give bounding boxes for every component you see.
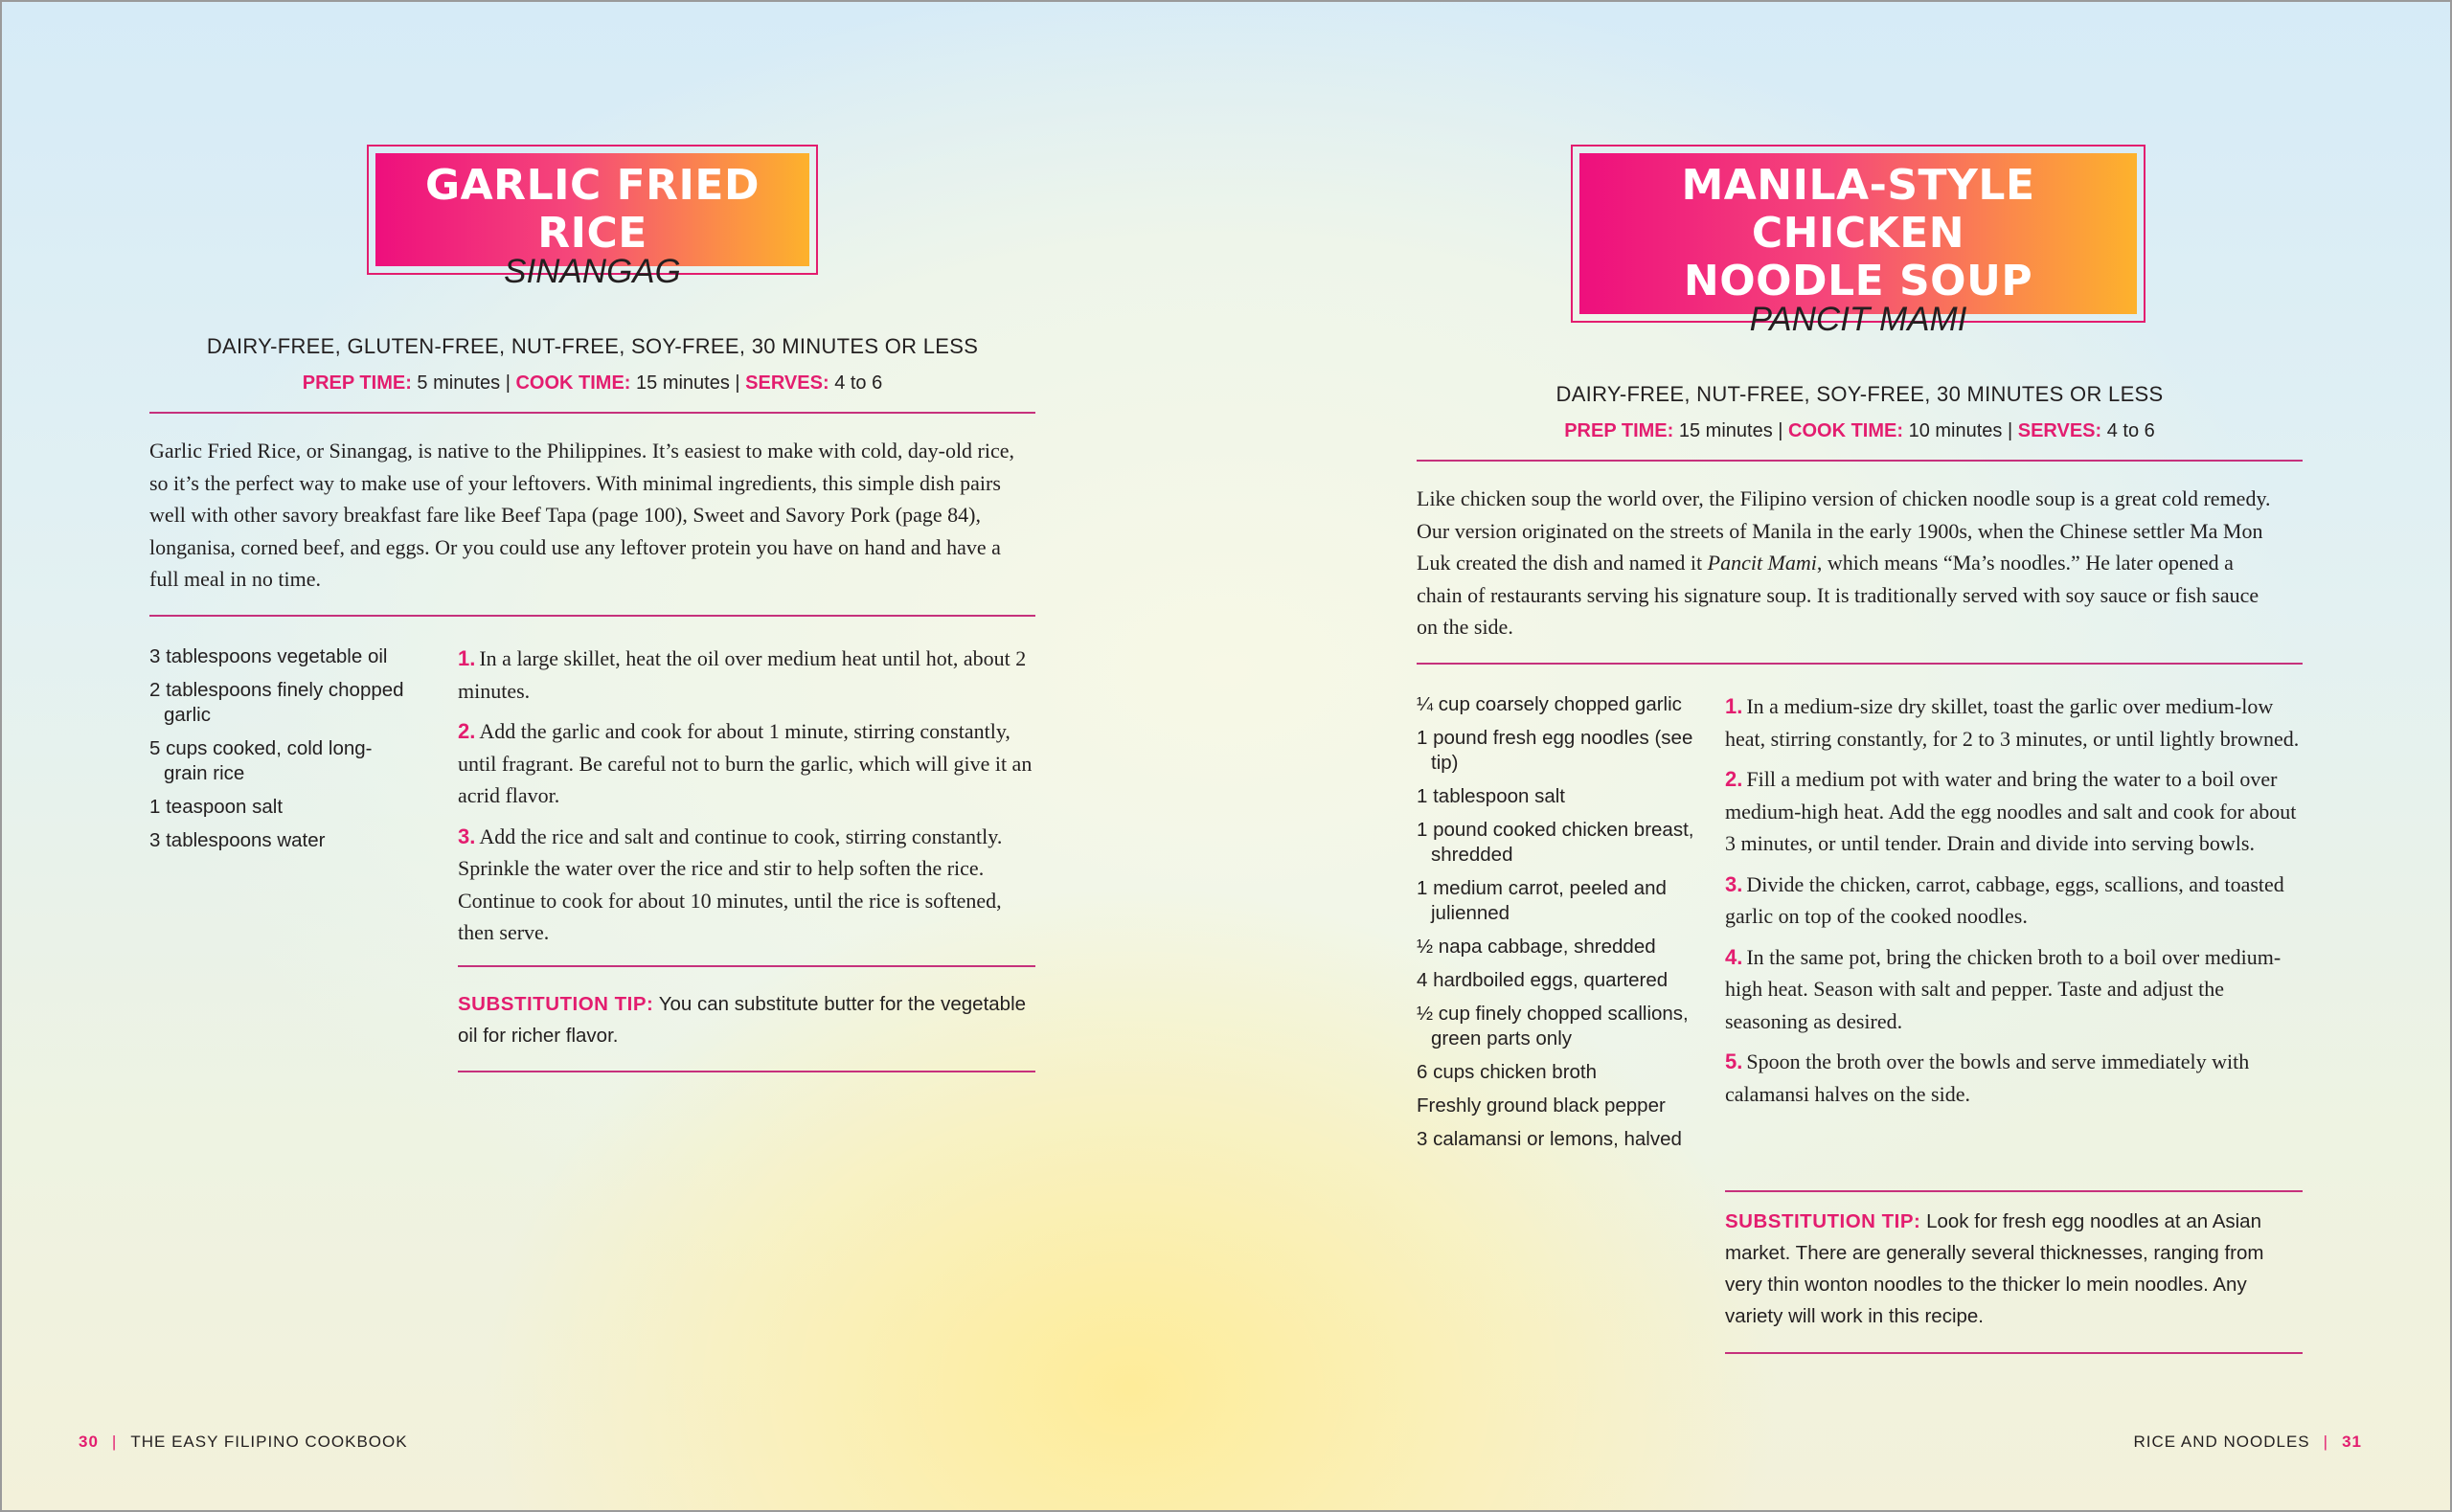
step-number: 2. [458, 719, 476, 743]
right-tip-label: SUBSTITUTION TIP: [1725, 1210, 1921, 1232]
ingredient-item: 6 cups chicken broth [1417, 1061, 1598, 1083]
left-serves-label: SERVES: [745, 372, 829, 394]
step-item [1725, 941, 2304, 1038]
step-text: In a medium-size dry skillet, toast the garlic over medium-low heat, stirring constantly, for 2 to 3 minutes, or until lightly browned. [1725, 694, 2300, 751]
right-ingredients [1417, 692, 1694, 1161]
right-footer [2134, 1433, 2363, 1452]
left-footer [79, 1433, 408, 1452]
left-rule-top [149, 412, 1035, 414]
step-text: Add the garlic and cook for about 1 minute, stirring constantly, until fragrant. Be careful not to burn the garlic, which will give it an acrid flavor. [458, 719, 1033, 807]
ingredient-item: 1 pound fresh egg noodles (see tip) [1417, 727, 1693, 774]
right-time-meta: PREP TIME: 15 minutes | COOK TIME: 10 minutes | SERVES: 4 to 6 [1564, 420, 2155, 441]
step-text: Spoon the broth over the bowls and serve immediately with calamansi halves on the side. [1725, 1049, 2250, 1106]
step-text: In the same pot, bring the chicken broth to a boil over medium-high heat. Season with salt and pepper. Taste and adjust the seasoning as desired. [1725, 944, 2282, 1033]
left-title-text: GARLIC FRIED RICE [375, 153, 809, 266]
left-diet-tags: DAIRY-FREE, GLUTEN-FREE, NUT-FREE, SOY-FREE, 30 MINUTES OR LESS [206, 334, 979, 358]
ingredient-item: 1 medium carrot, peeled and julienned [1417, 877, 1667, 924]
left-intro: Garlic Fried Rice, or Sinangag, is native to the Philippines. It’s easiest to make with cold, day-old rice, so it’s the perfect way to make use of your leftovers. With minimal ingredients, this simple dish pairs well with other savory breakfast fare like Beef Tapa (page 100), Sweet and Savory Pork (page 84), longanisa, corned beef, and eggs. Or you could use any leftover protein you have on hand and have a full meal in no time. [149, 439, 1015, 591]
right-cook-value: 10 minutes [1908, 420, 2003, 441]
left-ingredients [149, 644, 413, 862]
right-intro-after: , which means “Ma’s noodles.” He later opened a chain of restaurants serving his signature soup. It is traditionally served with soy sauce or fish sauce on the side. [1417, 551, 2259, 639]
right-recipe-title [1571, 145, 2146, 323]
left-prep-value: 5 minutes [417, 372, 501, 394]
ingredient-item: 1 pound cooked chicken breast, shredded [1417, 819, 1694, 866]
step-number: 4. [1725, 944, 1743, 969]
right-intro [1417, 483, 2283, 643]
ingredient-item: Freshly ground black pepper [1417, 1095, 1666, 1117]
step-number: 3. [1725, 871, 1743, 896]
right-title-line1: MANILA-STYLE CHICKEN [1681, 161, 2035, 258]
step-item [458, 715, 1037, 812]
right-title-line2: NOODLE SOUP [1683, 257, 2033, 305]
left-time-meta: PREP TIME: 5 minutes | COOK TIME: 15 minutes | SERVES: 4 to 6 [302, 372, 883, 394]
step-text: In a large skillet, heat the oil over medium heat until hot, about 2 minutes. [458, 646, 1027, 703]
ingredient-item: 5 cups cooked, cold long-grain rice [149, 737, 373, 784]
right-prep-label: PREP TIME: [1564, 420, 1674, 441]
step-number: 2. [1725, 767, 1743, 791]
right-steps [1725, 690, 2304, 1118]
step-number: 1. [458, 646, 476, 670]
ingredient-item: ½ napa cabbage, shredded [1417, 936, 1656, 958]
ingredient-item: 4 hardboiled eggs, quartered [1417, 969, 1669, 991]
step-text: Fill a medium pot with water and bring the water to a boil over medium-high heat. Add the egg noodles and salt and cook for about 3 minutes, or until tender. Drain and divide into serving bowls. [1725, 767, 2297, 855]
right-title-text [1579, 153, 2137, 314]
ingredient-item: 1 teaspoon salt [149, 796, 284, 818]
right-tip-text: Look for fresh egg noodles at an Asian market. There are generally several thicknesses, ranging from very thin wonton noodles to the thicker lo mein noodles. Any variety will work in this recipe. [1725, 1210, 2264, 1327]
step-number: 3. [458, 824, 476, 848]
right-page-number: 31 [2342, 1433, 2362, 1451]
left-footer-title: THE EASY FILIPINO COOKBOOK [130, 1433, 408, 1451]
right-footer-title: RICE AND NOODLES [2133, 1433, 2310, 1451]
right-substitution-tip [1725, 1206, 2304, 1332]
left-page-number: 30 [79, 1433, 99, 1451]
step-item [1725, 763, 2304, 860]
left-subtitle: SINANGAG [504, 253, 681, 290]
left-tip-text: You can substitute butter for the vegetable oil for richer flavor. [458, 993, 1027, 1047]
left-rule-tip-top [458, 965, 1035, 967]
step-item [1725, 690, 2304, 755]
ingredient-item: 3 calamansi or lemons, halved [1417, 1128, 1682, 1150]
left-prep-label: PREP TIME: [302, 372, 412, 394]
left-steps [458, 643, 1037, 958]
left-cook-value: 15 minutes [636, 372, 730, 394]
right-intro-italic: Pancit Mami [1707, 551, 1817, 575]
left-rule-tip-bottom [458, 1071, 1035, 1072]
right-prep-value: 15 minutes [1678, 420, 1773, 441]
ingredient-item: ¼ cup coarsely chopped garlic [1417, 693, 1682, 715]
ingredient-item: ½ cup finely chopped scallions, green parts only [1417, 1003, 1689, 1049]
left-tip-label: SUBSTITUTION TIP: [458, 993, 654, 1015]
footer-divider: | [2323, 1433, 2329, 1451]
footer-divider: | [111, 1433, 118, 1451]
step-text: Divide the chicken, carrot, cabbage, eggs, scallions, and toasted garlic on top of the cooked noodles. [1725, 871, 2284, 928]
right-serves-label: SERVES: [2017, 420, 2102, 441]
right-intro-before: Like chicken soup the world over, the Filipino version of chicken noodle soup is a great cold remedy. Our version originated on the streets of Manila in the early 1900s, when the Chinese settler Ma Mon Luk created the dish and named it [1417, 486, 2271, 575]
right-diet-tags: DAIRY-FREE, NUT-FREE, SOY-FREE, 30 MINUTES OR LESS [1555, 382, 2164, 406]
ingredient-item: 1 tablespoon salt [1417, 785, 1566, 807]
right-serves-value: 4 to 6 [2106, 420, 2155, 441]
step-number: 1. [1725, 694, 1743, 718]
left-substitution-tip [458, 988, 1033, 1051]
step-item [458, 821, 1037, 949]
right-rule-top [1417, 460, 2303, 462]
left-rule-mid [149, 615, 1035, 617]
step-text: Add the rice and salt and continue to cook, stirring constantly. Sprinkle the water over the rice and stir to help soften the rice. Continue to cook for about 10 minutes, until the rice is softened, then serve. [458, 824, 1003, 944]
left-serves-value: 4 to 6 [834, 372, 883, 394]
step-item [1725, 1046, 2304, 1110]
ingredient-item: 3 tablespoons vegetable oil [149, 645, 388, 667]
step-item [458, 643, 1037, 707]
step-number: 5. [1725, 1049, 1743, 1073]
right-rule-mid [1417, 663, 2303, 665]
left-cook-label: COOK TIME: [515, 372, 631, 394]
right-rule-tip-bottom [1725, 1352, 2303, 1354]
step-item [1725, 869, 2304, 933]
right-rule-tip-top [1725, 1190, 2303, 1192]
ingredient-item: 3 tablespoons water [149, 829, 326, 851]
right-cook-label: COOK TIME: [1788, 420, 1904, 441]
ingredient-item: 2 tablespoons finely chopped garlic [149, 679, 404, 726]
right-subtitle: PANCIT MAMI [1749, 301, 1967, 338]
